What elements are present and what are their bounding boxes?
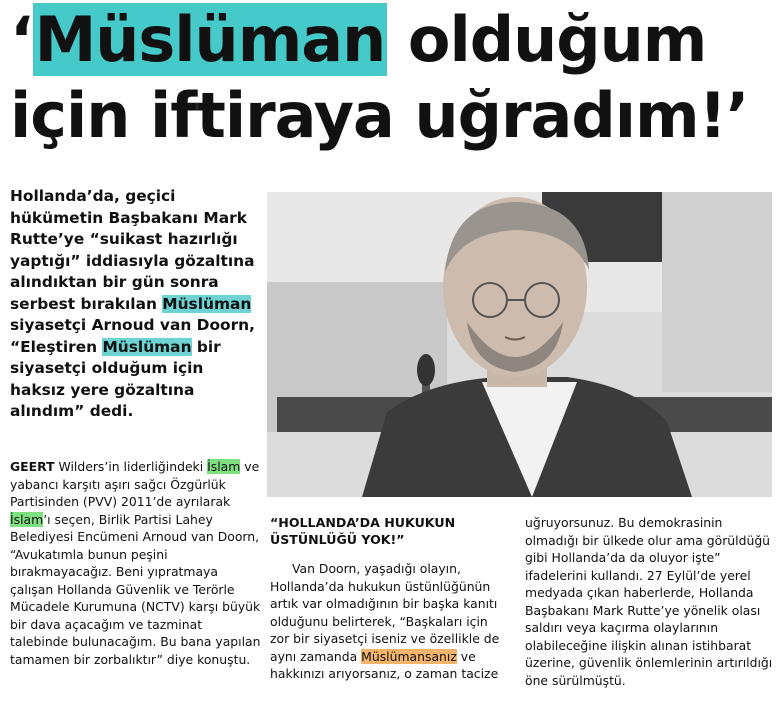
col1-highlight-2: İslam — [10, 511, 44, 527]
col2-text-2: ve hakkınızı arıyorsanız, o zaman tacize — [270, 648, 499, 681]
body-column-1 — [10, 458, 262, 668]
headline-line2: için iftiraya uğradım!’ — [10, 79, 749, 152]
body-column-2 — [270, 514, 510, 683]
lead-text-2: siyasetçi Arnoud van Doorn, “Eleştiren — [10, 316, 255, 356]
news-photo — [267, 192, 772, 497]
headline-open-quote: ‘ — [10, 3, 33, 76]
headline — [10, 2, 775, 154]
col1-highlight-1: İslam — [207, 459, 241, 474]
headline-line1-rest: olduğum — [387, 3, 707, 76]
lead-highlight-2: Müslüman — [102, 337, 192, 356]
col1-text-2: ve yabancı karşıtı aşırı sağcı Özgürlük Partisinden (PVV) 2011’de ayrılarak — [10, 459, 260, 509]
col1-text-1: Wilders’in liderliğindeki — [54, 459, 208, 474]
col2-text-1: Van Doorn, yaşadığı olayın, Hollanda’da hukukun üstünlüğünün artık var olmadığının bir başka kanıtı olduğunu belirterek, “Başkaları için zor bir siyasetçi iseniz ve özellikle de aynı zamanda — [270, 561, 500, 664]
col1-text-3: ’ı seçen, Birlik Partisi Lahey Belediyesi Encümeni Arnoud van Doorn, “Avukatımla bunun peşini bırakmayacağız. Beni yıpratmaya çalışan Hollanda Güvenlik ve Terörle Mücadele Kurumuna (NCTV) karşı büyük bir dava açacağım ve tazminat talebinde bulunacağım. Bu bana yapılan tamamen bir zorbalıktır” diye konuştu. — [10, 511, 261, 667]
lead-text-1: Hollanda’da, geçici hükümetin Başbakanı Mark Rutte’ye “suikast hazırlığı yaptığı” iddiasıyla gözaltına alındıktan bir gün sonra serbest bırakılan — [10, 187, 255, 313]
lead-text-3: bir siyasetçi olduğum için haksız yere gözaltına alındım” dedi. — [10, 337, 221, 420]
headline-highlight: Müslüman — [34, 3, 386, 76]
portrait-image — [267, 192, 772, 497]
lead-highlight-1: Müslüman — [162, 294, 252, 313]
column-subhead: “HOLLANDA’DA HUKUKUN ÜSTÜNLÜĞÜ YOK!” — [270, 515, 456, 547]
col2-paragraph — [270, 560, 510, 683]
runin-word: GEERT — [10, 459, 55, 474]
col2-highlight: Müslümansanız — [361, 648, 457, 664]
lead-paragraph — [10, 186, 255, 423]
body-column-3: uğruyorsunuz. Bu demokrasinin olmadığı bir ülkede olur ama görüldüğü gibi Hollanda’da da oluyor işte” ifadelerini kullandı. 27 Eylül’de yerel medyada çıkan haberlerde, Hollanda Başbakanı Mark Rutte’ye yönelik olası saldırı veya kaçırma olaylarının olabileceğine ilişkin alınan istihbarat üzerine, güvenlik önlemlerinin artırıldığı öne sürülmüştü. — [525, 515, 773, 688]
